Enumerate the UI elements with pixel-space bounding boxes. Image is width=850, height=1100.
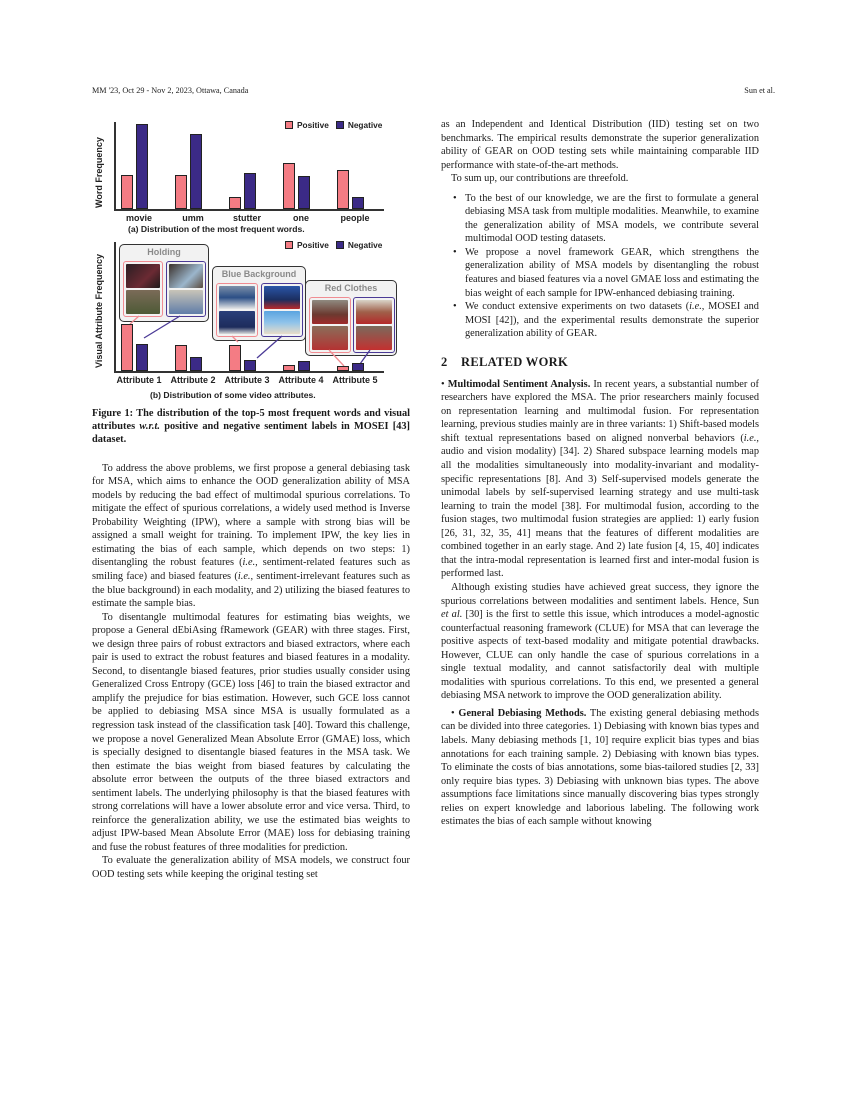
- callout-red-clothes: Red Clothes: [305, 280, 397, 356]
- bar-attribute5-positive: [337, 366, 349, 371]
- x-tick: movie: [125, 213, 152, 223]
- list-item: • We conduct extensive experiments on two datasets (i.e., MOSEI and MOSI [42]), and the experimental results demonstrate the superior generalization ability of GEAR.: [465, 300, 759, 341]
- bar-attribute3-negative: [244, 360, 256, 371]
- bar-umm-positive: [175, 175, 187, 209]
- paragraph: To address the above problems, we first propose a general debiasing task for MSA, which aims to enhance the OOD generalization ability of MSA models by reducing the bad effect of multimodal spurious correlations. To mitigate the effect of spurious correlations, a widely used method is Inverse Probability Weighting (IPW), where a sample with strong bias will be assigned a small weight for training. To implement IPW, the key lies in estimating the bias of each sample, which depends on two steps: 1) disentangling the robust features (i.e., sentiment-related features such as smiling face) and biased features (i.e., sentiment-irrelevant features such as the blue background) in each modality, and 2) utilizing the biased features to estimate the sample bias.: [92, 462, 410, 610]
- bar-attribute1-negative: [136, 344, 148, 371]
- bar-stutter-negative: [244, 173, 256, 209]
- authors-text: Sun et al.: [744, 86, 775, 95]
- figure-1: [92, 118, 410, 403]
- subcaption-b: (b) Distribution of some video attributes.: [150, 390, 316, 400]
- list-item: • To the best of our knowledge, we are the first to formulate a general debiasing MSA task from multiple modalities. Meanwhile, to examine the generalization ability of MSA models, we contribute several multimodal OOD testing datasets.: [465, 192, 759, 246]
- x-axis: [114, 371, 384, 373]
- subcaption-a: (a) Distribution of the most frequent words.: [128, 224, 305, 234]
- x-tick: stutter: [232, 213, 261, 223]
- section-heading: 2 RELATED WORK: [441, 354, 568, 369]
- paragraph: • Multimodal Sentiment Analysis. In recent years, a substantial number of researchers have explored the MSA. The prior researchers mainly focused on representation learning and multimodal fusion. For representation learning, previous studies mainly are in three variants: 1) Shift-based models shift textual representations based on aligned nonverbal behaviors (i.e., audio and vision modality) [34]. 2) Shared subspace learning models map all the modalities simultaneously into modality-invariant and modality-specific representations [8]. And 3) Self-supervised models generate the unimodal labels by self-supervised learning strategy and use multi-task learning to train the model [38]. For multimodal fusion, according to the fusion stages, two multimodal fusion strategies are applied: 1) early fusion [26, 31, 32, 35, 41] means that the features of different modalities are combined together in an early stage. And 2) late fusion [4, 15, 40] indicates that the intra-modal representation is learned first and inter-modal fusion is performed last.: [441, 378, 759, 580]
- bar-attribute4-positive: [283, 365, 295, 371]
- bar-stutter-positive: [229, 197, 241, 209]
- x-tick: Attribute 2: [170, 375, 216, 385]
- bar-one-negative: [298, 176, 310, 209]
- bar-attribute2-positive: [175, 345, 187, 371]
- paragraph: To sum up, our contributions are threefold.: [451, 173, 629, 185]
- x-tick: Attribute 1: [116, 375, 162, 385]
- paragraph: Although existing studies have achieved great success, they ignore the spurious correlations between modalities and sentiment labels. Hence, Sun et al. [30] is the first to settle this issue, which introduces a model-agnostic counterfactual reasoning framework (CLUE) for MSA that can leverage the positive aspects of text-based modality and mitigate potential drawbacks. However, CLUE can only handle the case of spurious correlations in a single textual modality, and cannot satisfactorily deal with multiple modalities with spurious correlations. To this end, we presented a general debiasing MSA network to improve the OOD generalization ability.: [441, 581, 759, 702]
- visual-attribute-chart: [92, 238, 410, 403]
- callout-blue-background: Blue Background: [212, 266, 306, 341]
- bar-attribute2-negative: [190, 357, 202, 371]
- bar-attribute4-negative: [298, 361, 310, 371]
- legend-negative-swatch: [336, 241, 344, 249]
- x-tick: Attribute 5: [332, 375, 378, 385]
- x-axis: [114, 209, 384, 211]
- plot-area: [115, 124, 383, 209]
- legend-negative-swatch: [336, 121, 344, 129]
- paragraph: as an Independent and Identical Distribution (IID) testing set on two benchmarks. The empirical results demonstrate the superior generalization ability of GEAR on OOD testing sets while maintaining comparable IID performance with state-of-the-art methods.: [441, 119, 759, 171]
- bar-attribute1-positive: [121, 324, 133, 371]
- figure-caption: Figure 1: The distribution of the top-5 most frequent words and visual attributes w.r.t. positive and negative sentiment labels in MOSEI [43] dataset.: [92, 408, 410, 446]
- paragraph: • General Debiasing Methods. The existing general debiasing methods can be divided into three categories. 1) Debiasing with known bias types and labels. Many debiasing methods [1, 10] require explicit bias types and bias annotations for each training sample. 2) Debiasing with known bias types. To eliminate the costs of bias annotations, some bias-tailored studies [2, 33] only require bias types. 3) Debiasing with unknown bias types. The above assumptions face limitations since manually discovering bias types strongly relies on expert knowledge and laborious labeling. The following work estimates the bias of each sample without knowing: [441, 707, 759, 828]
- x-tick: umm: [182, 213, 204, 223]
- y-axis-label: Visual Attribute Frequency: [94, 253, 104, 368]
- venue-text: MM '23, Oct 29 - Nov 2, 2023, Ottawa, Canada: [92, 86, 249, 95]
- contributions-list: [441, 192, 759, 341]
- paragraph: To evaluate the generalization ability of MSA models, we construct four OOD testing sets while keeping the original testing set: [92, 855, 410, 881]
- x-tick: one: [292, 213, 309, 223]
- y-axis-label: Word Frequency: [94, 137, 104, 208]
- bar-attribute5-negative: [352, 363, 364, 371]
- legend-positive-swatch: [285, 241, 293, 249]
- right-column: [441, 118, 759, 829]
- x-tick: Attribute 3: [224, 375, 270, 385]
- x-tick: people: [340, 213, 370, 223]
- paragraph: To disentangle multimodal features for estimating bias weights, we propose a General dEbiAsing fRamework (GEAR) with three stages. First, we design three pairs of robust extractors and biased extractors, where each pair is used to extract the robust features and biased features in a modality. Second, to disentangle biased features, prior studies usually consider using Generalized Cross Entropy (GCE) loss [46] to train the biased extractor and amplify the prejudice for bias estimation. However, such GCE loss cannot be applied to debiasing MSA since MSA is usually formulated as a regression task instead of the classification task [40]. Toward this challenge, we propose a novel Generalized Mean Absolute Error (GMAE) loss, which is specially designed to disentangle biased features in the MSA task. We then estimate the bias weight from biased features by calculating the absolute error between the outputs of the three biased extractors and sentiment labels. The underlying philosophy is that the biased features with strong correlations will have a lower absolute error and vice versa. Third, to reinforce the generalization ability, we use the estimated bias weights to adjust IPW-based Mean Absolute Error (MAE) loss for debiasing training and fuse the robust features of three modalities for prediction.: [92, 611, 410, 853]
- legend: Positive Negative: [285, 240, 382, 250]
- legend: Positive Negative: [285, 120, 382, 130]
- legend-positive-swatch: [285, 121, 293, 129]
- left-column: [92, 118, 410, 882]
- running-header: [92, 86, 775, 98]
- callout-holding: Holding: [119, 244, 209, 322]
- bar-umm-negative: [190, 134, 202, 209]
- list-item: • We propose a novel framework GEAR, which strengthens the generalization ability of MSA models by disentangling the robust features and biased features via a novel GMAE loss and estimating the bias weight of each sample for IPW-enhanced debiasing training.: [465, 246, 759, 300]
- plot-area: [115, 244, 383, 371]
- bar-people-negative: [352, 197, 364, 209]
- word-frequency-chart: [92, 118, 410, 236]
- bar-people-positive: [337, 170, 349, 209]
- bar-attribute3-positive: [229, 345, 241, 371]
- x-tick: Attribute 4: [278, 375, 324, 385]
- bar-movie-negative: [136, 124, 148, 209]
- bar-one-positive: [283, 163, 295, 209]
- bar-movie-positive: [121, 175, 133, 209]
